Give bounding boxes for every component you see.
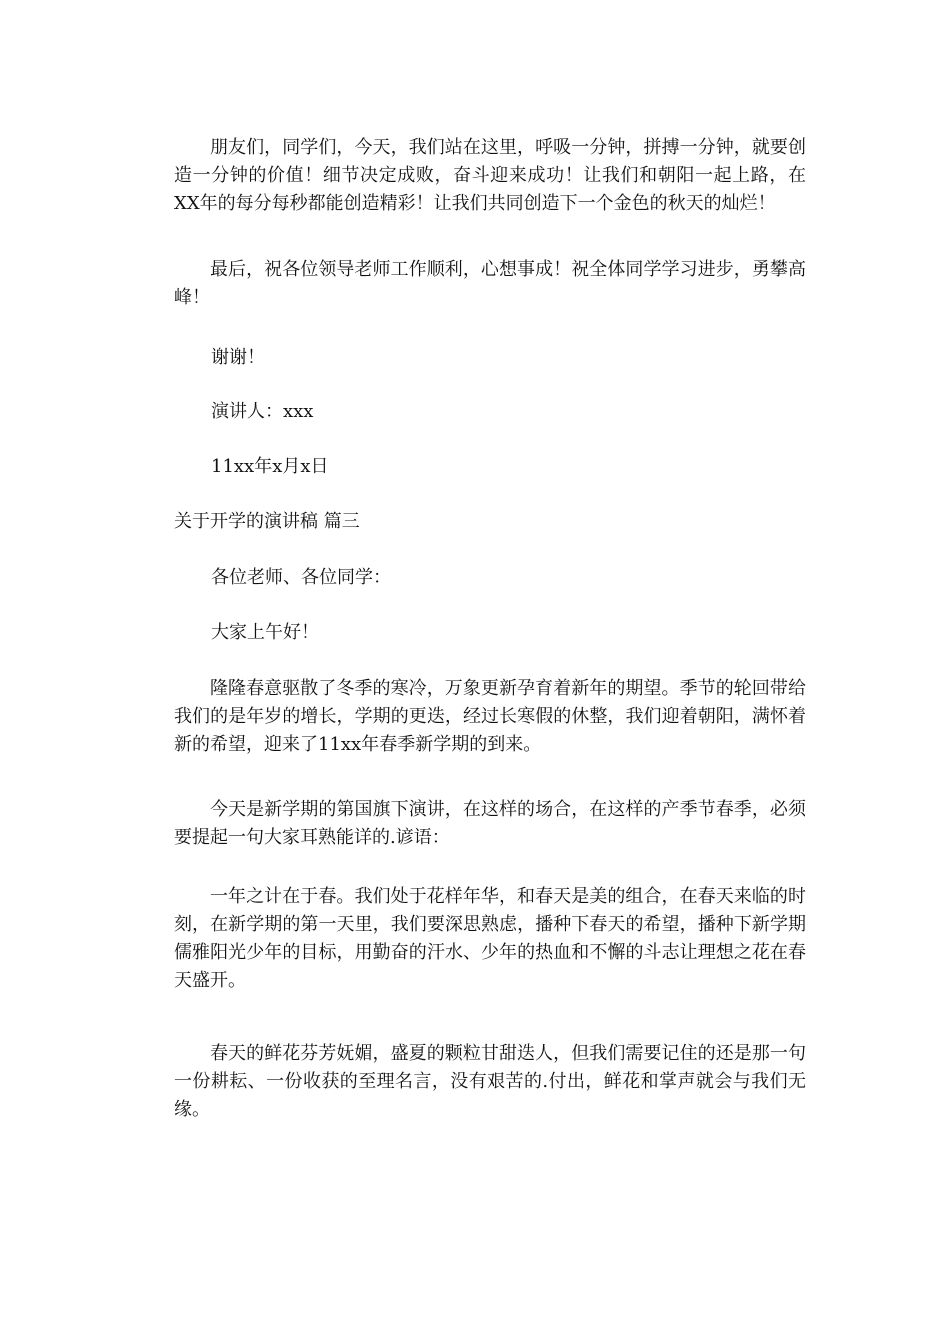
paragraph-closing-encouragement: 朋友们，同学们，今天，我们站在这里，呼吸一分钟，拼搏一分钟，就要创造一分钟的价值！细节决定成败，奋斗迎来成功！让我们和朝阳一起上路，在XX年的每分每秒都能创造精彩！让我们共同创造下一个金色的秋天的灿烂！ <box>174 137 806 214</box>
section-title: 关于开学的演讲稿 篇三 <box>174 511 360 532</box>
greeting-line: 大家上午好！ <box>211 622 319 643</box>
thanks-line: 谢谢！ <box>211 347 265 368</box>
paragraph-final-wishes: 最后，祝各位领导老师工作顺利，心想事成！祝全体同学学习进步，勇攀高峰！ <box>174 259 806 308</box>
paragraph-flag-speech: 今天是新学期的第国旗下演讲，在这样的场合，在这样的产季节春季，必须要提起一句大家耳熟能详的.谚语： <box>174 799 806 848</box>
date-line: 11xx年x月x日 <box>211 456 329 477</box>
paragraph-hard-work: 春天的鲜花芬芳妩媚，盛夏的颗粒甘甜迭人，但我们需要记住的还是那一句一份耕耘、一份收获的至理名言，没有艰苦的.付出，鲜花和掌声就会与我们无缘。 <box>174 1043 806 1120</box>
speaker-line: 演讲人：xxx <box>211 401 314 422</box>
paragraph-spring-intro: 隆隆春意驱散了冬季的寒冷，万象更新孕育着新年的期望。季节的轮回带给我们的是年岁的增长，学期的更迭，经过长寒假的休整，我们迎着朝阳，满怀着新的希望，迎来了11xx年春季新学期的到来。 <box>174 678 806 755</box>
paragraph-spring-plan: 一年之计在于春。我们处于花样年华，和春天是美的组合，在春天来临的时刻，在新学期的第一天里，我们要深思熟虑，播种下春天的希望，播种下新学期儒雅阳光少年的目标，用勤奋的汗水、少年的热血和不懈的斗志让理想之花在春天盛开。 <box>174 886 806 991</box>
salutation-line: 各位老师、各位同学： <box>211 567 391 588</box>
